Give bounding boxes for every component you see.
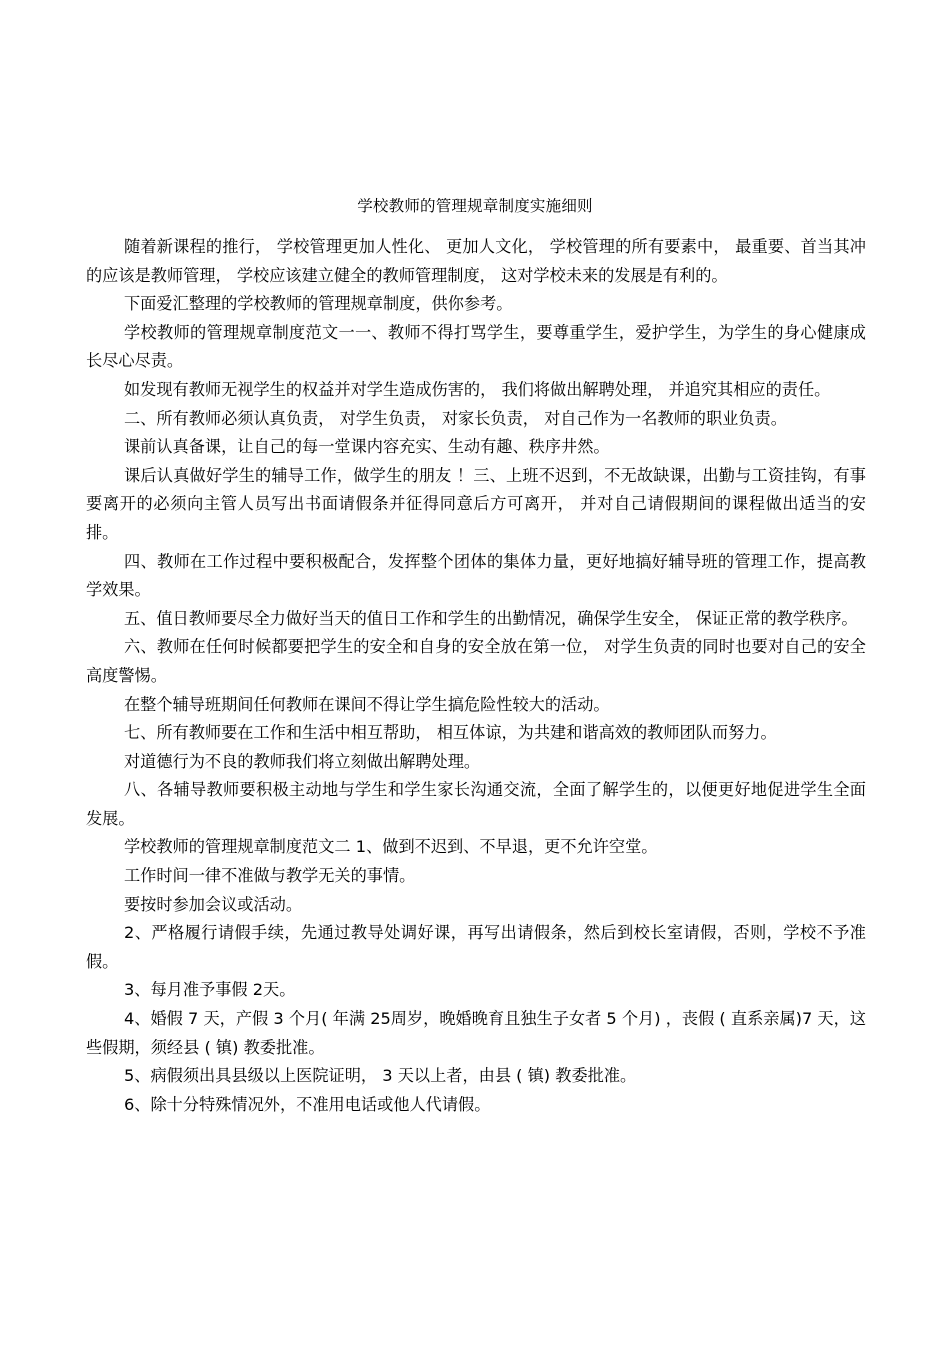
document-body (86, 233, 866, 1119)
paragraph: 6、除十分特殊情况外，不准用电话或他人代请假。 (124, 1094, 491, 1114)
paragraph: 对道德行为不良的教师我们将立刻做出解聘处理。 (124, 751, 481, 771)
paragraph: 随着新课程的推行， 学校管理更加人性化、 更加人文化， 学校管理的所有要素中， 最重要、首当其冲的应该是教师管理， 学校应该建立健全的教师管理制度， 这对学校未来的发展是有利的。 (86, 237, 866, 285)
paragraph: 七、所有教师要在工作和生活中相互帮助， 相互体谅，为共建和谐高效的教师团队而努力。 (124, 723, 777, 743)
paragraph: 课后认真做好学生的辅导工作，做学生的朋友 ！三、上班不迟到，不无故缺课，出勤与工资挂钩，有事要离开的必须向主管人员写出书面请假条并征得同意后方可离开， 并对自己请假期间的课程做出适当的安排。 (86, 465, 866, 542)
paragraph: 课前认真备课，让自己的每一堂课内容充实、生动有趣、秩序井然。 (124, 437, 610, 457)
paragraph: 学校教师的管理规章制度范文二 1、做到不迟到、不早退，更不允许空堂。 (124, 837, 658, 857)
paragraph: 八、各辅导教师要积极主动地与学生和学生家长沟通交流，全面了解学生的，以便更好地促进学生全面发展。 (86, 780, 866, 828)
paragraph: 下面爱汇整理的学校教师的管理规章制度，供你参考。 (124, 294, 513, 314)
paragraph: 5、病假须出具县级以上医院证明， 3 天以上者，由县 ( 镇) 教委批准。 (124, 1066, 637, 1086)
paragraph: 2、严格履行请假手续，先通过教导处调好课，再写出请假条，然后到校长室请假，否则，学校不予准假。 (86, 923, 866, 971)
paragraph: 3、每月准予事假 2天。 (124, 980, 296, 1000)
paragraph: 如发现有教师无视学生的权益并对学生造成伤害的， 我们将做出解聘处理， 并追究其相应的责任。 (124, 379, 831, 399)
paragraph: 学校教师的管理规章制度范文一一、教师不得打骂学生，要尊重学生，爱护学生，为学生的身心健康成长尽心尽责。 (86, 322, 866, 371)
paragraph: 要按时参加会议或活动。 (124, 894, 303, 914)
paragraph: 4、婚假 7 天，产假 3 个月( 年满 25周岁，晚婚晚育且独生子女者 5 个月) ，丧假 ( 直系亲属)7 天，这些假期，须经县 ( 镇) 教委批准。 (86, 1009, 866, 1057)
paragraph: 四、教师在工作过程中要积极配合，发挥整个团体的集体力量，更好地搞好辅导班的管理工作，提高教学效果。 (86, 551, 866, 600)
paragraph: 在整个辅导班期间任何教师在课间不得让学生搞危险性较大的活动。 (124, 694, 610, 714)
paragraph: 二、所有教师必须认真负责， 对学生负责， 对家长负责， 对自己作为一名教师的职业负责。 (124, 408, 787, 428)
paragraph: 五、值日教师要尽全力做好当天的值日工作和学生的出勤情况，确保学生安全， 保证正常的教学秩序。 (124, 608, 858, 628)
paragraph: 工作时间一律不准做与教学无关的事情。 (124, 866, 416, 886)
document-title: 学校教师的管理规章制度实施细则 (357, 197, 593, 215)
paragraph: 六、教师在任何时候都要把学生的安全和自身的安全放在第一位， 对学生负责的同时也要对自己的安全高度警惕。 (86, 637, 866, 685)
